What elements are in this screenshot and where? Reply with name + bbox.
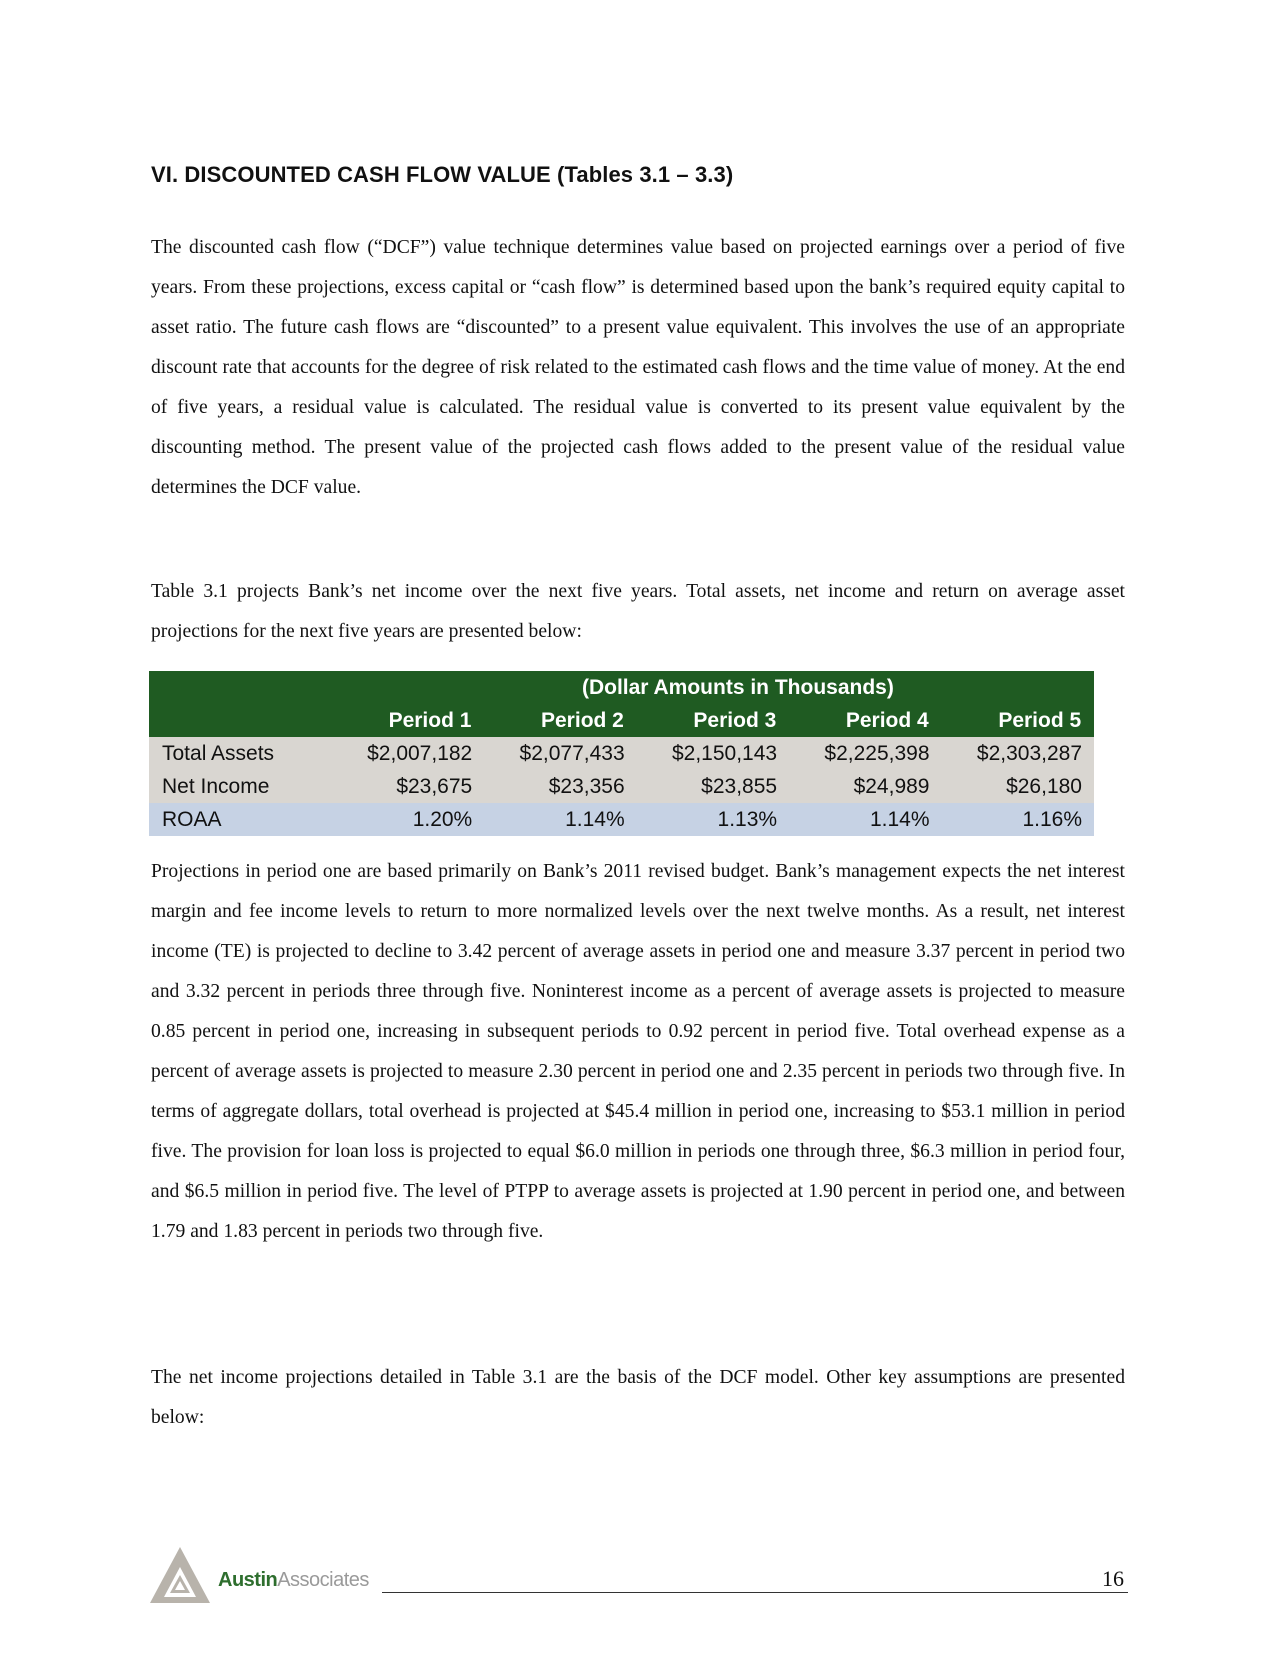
table-row: [149, 770, 1094, 803]
row-label: Net Income: [162, 774, 270, 798]
table-header-row: [149, 704, 1094, 737]
table-cell: 1.13%: [717, 807, 778, 831]
table-cell: $24,989: [853, 774, 930, 798]
table-cell: $2,007,182: [367, 741, 473, 765]
projections-table: [149, 671, 1094, 836]
table-cell: $23,675: [396, 774, 473, 798]
company-logo-text: [218, 1569, 369, 1592]
column-header: Period 2: [541, 708, 624, 732]
table-cell: 1.20%: [412, 807, 473, 831]
table-cell: $2,225,398: [824, 741, 930, 765]
triangle-logo-icon: [150, 1545, 214, 1610]
column-header: Period 1: [388, 708, 472, 732]
page-number: 16: [1102, 1566, 1124, 1591]
table-row: [149, 803, 1094, 836]
table-caption-row: [149, 671, 1094, 704]
table-caption: (Dollar Amounts in Thousands): [581, 675, 894, 699]
paragraph-table-intro: Table 3.1 projects Bank’s net income over the next five years. Total assets, net income and return on average asset projections for the next five years are presented below:: [151, 581, 1125, 642]
table-cell: $26,180: [1006, 774, 1082, 798]
row-label: Total Assets: [162, 741, 275, 765]
table-cell: $23,356: [548, 774, 625, 798]
logo-word-associates: Associates: [277, 1569, 369, 1591]
table-row: [149, 737, 1094, 770]
column-header: Period 4: [845, 708, 929, 732]
column-header: Period 3: [693, 708, 777, 732]
table-cell: 1.14%: [869, 807, 930, 831]
table-cell: 1.16%: [1022, 807, 1082, 831]
column-header: Period 5: [998, 708, 1082, 732]
logo-word-austin: Austin: [218, 1569, 278, 1591]
paragraph-projections: Projections in period one are based primarily on Bank’s 2011 revised budget. Bank’s management expects the net interest margin and fee income levels to return to more normalized levels over the next twelve months. As a result, net interest income (TE) is projected to decline to 3.42 percent of average assets in period one and measure 3.37 percent in period two and 3.32 percent in periods three through five. Noninterest income as a percent of average assets is projected to measure 0.85 percent in period one, increasing in subsequent periods to 0.92 percent in period five. Total overhead expense as a percent of average assets is projected to measure 2.30 percent in period one and 2.35 percent in periods two through five. In terms of aggregate dollars, total overhead is projected at $45.4 million in period one, increasing to $53.1 million in period five. The provision for loan loss is projected to equal $6.0 million in periods one through three, $6.3 million in period four, and $6.5 million in period five. The level of PTPP to average assets is projected at 1.90 percent in period one, and between 1.79 and 1.83 percent in periods two through five.: [151, 861, 1125, 1242]
table-cell: $23,855: [701, 774, 778, 798]
row-label: ROAA: [162, 807, 222, 831]
table-cell: $2,303,287: [976, 741, 1082, 765]
table-cell: 1.14%: [565, 807, 625, 831]
table-cell: $2,150,143: [671, 741, 778, 765]
section-heading: VI. DISCOUNTED CASH FLOW VALUE (Tables 3.1 – 3.3): [151, 162, 734, 187]
paragraph-dcf-intro: The discounted cash flow (“DCF”) value technique determines value based on projected earnings over a period of five years. From these projections, excess capital or “cash flow” is determined based upon the bank’s required equity capital to asset ratio. The future cash flows are “discounted” to a present value equivalent. This involves the use of an appropriate discount rate that accounts for the degree of risk related to the estimated cash flows and the time value of money. At the end of five years, a residual value is calculated. The residual value is converted to its present value equivalent by the discounting method. The present value of the projected cash flows added to the present value of the residual value determines the DCF value.: [151, 237, 1125, 498]
footer-rule: [382, 1592, 1128, 1593]
table-cell: $2,077,433: [519, 741, 625, 765]
paragraph-assumptions: The net income projections detailed in Table 3.1 are the basis of the DCF model. Other key assumptions are presented below:: [151, 1367, 1125, 1428]
